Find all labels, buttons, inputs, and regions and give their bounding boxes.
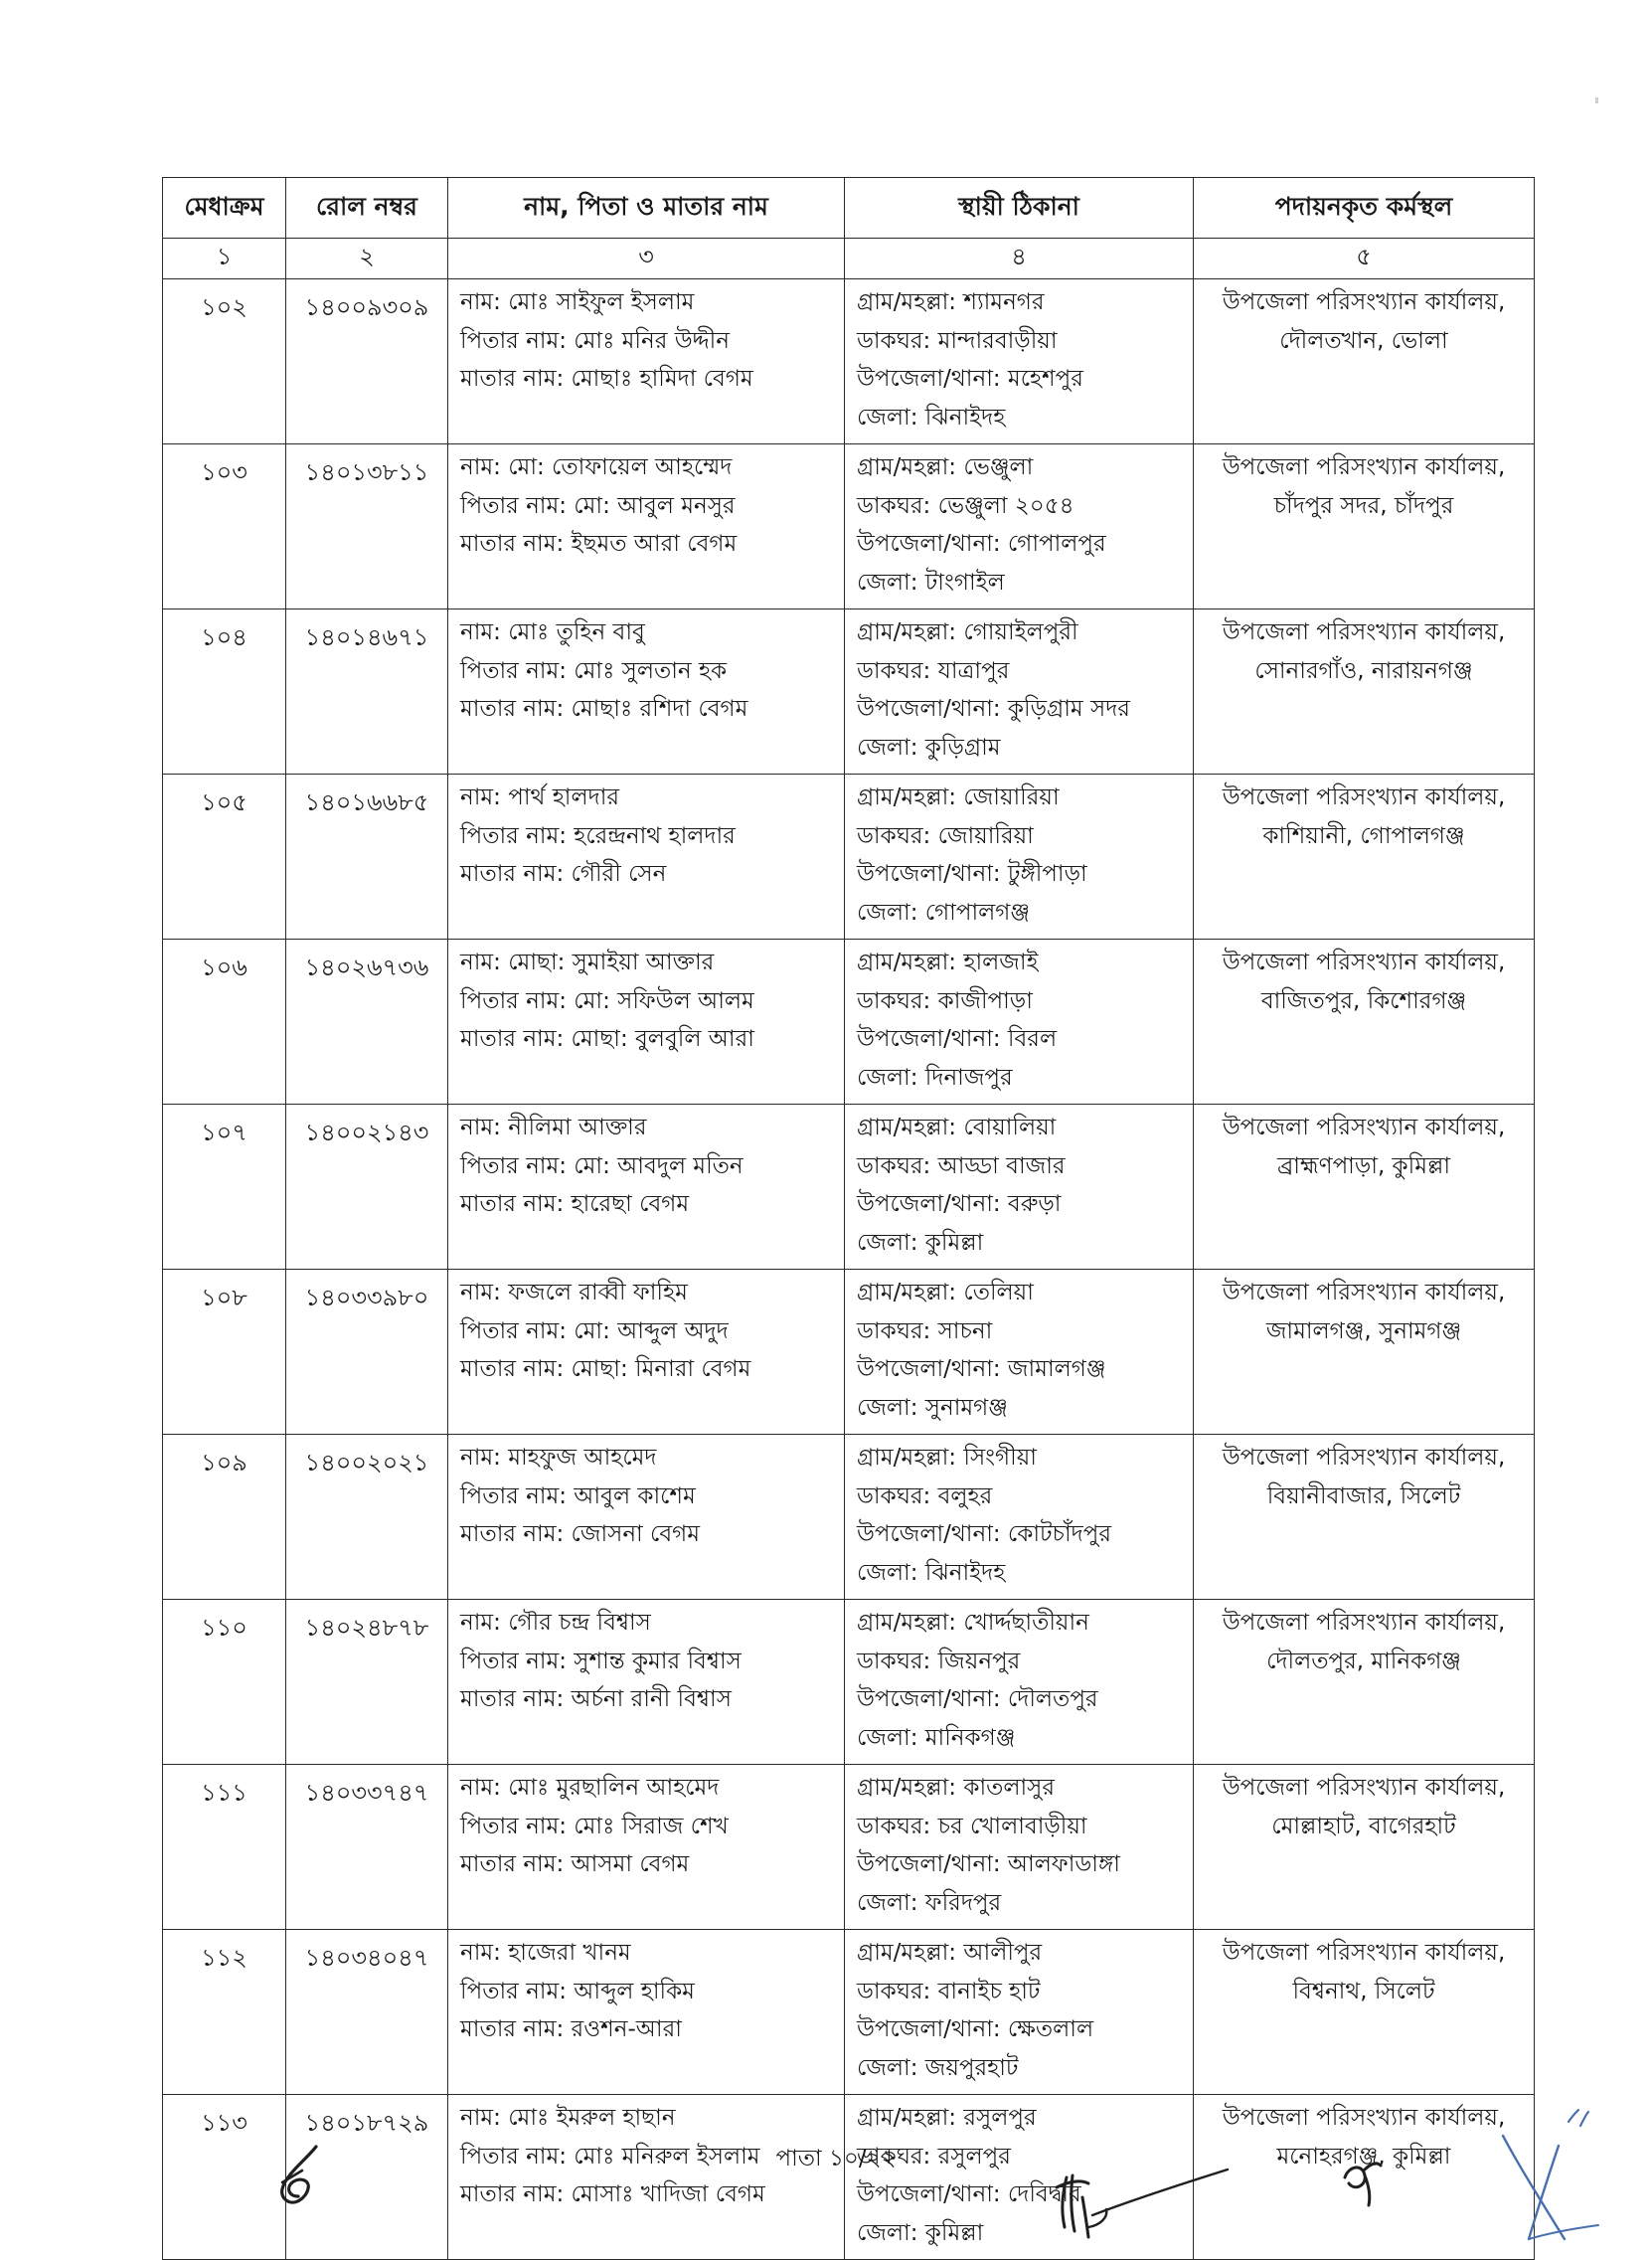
address-district: জেলা: ফরিদপুর — [857, 1889, 1002, 1916]
candidate-name: নাম: গৌর চন্দ্র বিশ্বাস — [460, 1610, 651, 1636]
signature-right-icon — [1489, 2106, 1610, 2246]
address-upazila: উপজেলা/থানা: বরুড়া — [857, 1191, 1062, 1217]
address-village: গ্রাম/মহল্লা: ভেঞ্জুলা — [857, 454, 1034, 480]
cell-roll-number: ১৪০০৯৩০৯ — [286, 279, 448, 444]
cell-address — [845, 1600, 1194, 1765]
column-number: ১ — [163, 239, 286, 279]
candidate-name: নাম: মোঃ মুরছালিন আহমেদ — [460, 1775, 720, 1801]
cell-serial: ১১৩ — [163, 2095, 286, 2260]
address-post-office: ডাকঘর: জোয়ারিয়া — [857, 822, 1034, 849]
cell-names — [448, 775, 845, 940]
address-village: গ্রাম/মহল্লা: সিংগীয়া — [857, 1445, 1037, 1471]
cell-roll-number: ১৪০০২০২১ — [286, 1435, 448, 1600]
posting-location: মোল্লাহাট, বাগেরহাট — [1271, 1813, 1456, 1839]
table-row — [163, 775, 1535, 940]
posting-office: উপজেলা পরিসংখ্যান কার্যালয়, — [1222, 1610, 1506, 1636]
address-upazila: উপজেলা/থানা: ক্ষেতলাল — [857, 2016, 1094, 2042]
mother-name: মাতার নাম: আসমা বেগম — [460, 1851, 690, 1877]
table-row — [163, 1270, 1535, 1435]
mother-name: মাতার নাম: অর্চনা রানী বিশ্বাস — [460, 1686, 732, 1712]
cell-address — [845, 1930, 1194, 2095]
cell-posting — [1194, 1600, 1535, 1765]
table-row — [163, 1600, 1535, 1765]
posting-office: উপজেলা পরিসংখ্যান কার্যালয়, — [1222, 784, 1506, 810]
cell-address — [845, 609, 1194, 775]
posting-location: বিয়ানীবাজার, সিলেট — [1266, 1482, 1461, 1509]
signature-initials-icon — [1337, 2156, 1387, 2207]
header-posting: পদায়নকৃত কর্মস্থল — [1194, 178, 1535, 239]
father-name: পিতার নাম: মো: সফিউল আলম — [460, 987, 754, 1014]
posting-office: উপজেলা পরিসংখ্যান কার্যালয়, — [1222, 619, 1506, 645]
table-header-row — [163, 178, 1535, 239]
address-post-office: ডাকঘর: আড্ডা বাজার — [857, 1152, 1066, 1179]
posting-location: জামালগঞ্জ, সুনামগঞ্জ — [1265, 1317, 1462, 1344]
address-village: গ্রাম/মহল্লা: গোয়াইলপুরী — [857, 619, 1078, 645]
table-row — [163, 1435, 1535, 1600]
cell-names — [448, 279, 845, 444]
candidate-name: নাম: মোঃ ইমরুল হাছান — [460, 2105, 676, 2131]
address-post-office: ডাকঘর: মান্দারবাড়ীয়া — [857, 327, 1058, 354]
posting-office: উপজেলা পরিসংখ্যান কার্যালয়, — [1222, 2105, 1506, 2131]
cell-posting — [1194, 1105, 1535, 1270]
cell-names — [448, 609, 845, 775]
address-village: গ্রাম/মহল্লা: রসুলপুর — [857, 2105, 1037, 2131]
cell-roll-number: ১৪০২৪৮৭৮ — [286, 1600, 448, 1765]
father-name: পিতার নাম: মো: আবদুল মতিন — [460, 1152, 743, 1179]
cell-names — [448, 444, 845, 609]
cell-posting — [1194, 775, 1535, 940]
cell-names — [448, 1435, 845, 1600]
posting-location: মনোহরগঞ্জ, কুমিল্লা — [1276, 2143, 1451, 2170]
father-name: পিতার নাম: আবুল কাশেম — [460, 1482, 696, 1509]
father-name: পিতার নাম: হরেন্দ্রনাথ হালদার — [460, 822, 736, 849]
mother-name: মাতার নাম: হারেছা বেগম — [460, 1191, 690, 1217]
posting-office: উপজেলা পরিসংখ্যান কার্যালয়, — [1222, 289, 1506, 315]
address-post-office: ডাকঘর: যাত্রাপুর — [857, 657, 1010, 684]
cell-roll-number: ১৪০২৬৭৩৬ — [286, 940, 448, 1105]
header-name: নাম, পিতা ও মাতার নাম — [448, 178, 845, 239]
address-village: গ্রাম/মহল্লা: তেলিয়া — [857, 1280, 1034, 1305]
address-post-office: ডাকঘর: কাজীপাড়া — [857, 987, 1033, 1014]
posting-location: দৌলতখান, ভোলা — [1279, 327, 1448, 354]
address-district: জেলা: কুমিল্লা — [857, 2219, 984, 2246]
address-district: জেলা: গোপালগঞ্জ — [857, 899, 1030, 926]
cell-address — [845, 1765, 1194, 1930]
address-upazila: উপজেলা/থানা: জামালগঞ্জ — [857, 1356, 1106, 1382]
cell-serial: ১০৭ — [163, 1105, 286, 1270]
cell-address — [845, 940, 1194, 1105]
cell-roll-number: ১৪০৩৪০৪৭ — [286, 1930, 448, 2095]
posting-location: সোনারগাঁও, নারায়নগঞ্জ — [1254, 657, 1473, 684]
address-upazila: উপজেলা/থানা: গোপালপুর — [857, 531, 1106, 557]
address-village: গ্রাম/মহল্লা: শ্যামনগর — [857, 289, 1045, 315]
column-number: ৫ — [1194, 239, 1535, 279]
candidate-name: নাম: ফজলে রাব্বী ফাহিম — [460, 1280, 688, 1305]
cell-posting — [1194, 279, 1535, 444]
cell-roll-number: ১৪০১৪৬৭১ — [286, 609, 448, 775]
address-upazila: উপজেলা/থানা: দেবিদ্বার — [857, 2181, 1081, 2207]
cell-roll-number: ১৪০১৮৭২৯ — [286, 2095, 448, 2260]
header-serial: মেধাক্রম — [163, 178, 286, 239]
cell-serial: ১০৬ — [163, 940, 286, 1105]
scan-speck — [1595, 97, 1598, 103]
cell-posting — [1194, 1270, 1535, 1435]
address-district: জেলা: ঝিনাইদহ — [857, 404, 1006, 431]
mother-name: মাতার নাম: মোছা: মিনারা বেগম — [460, 1356, 751, 1382]
cell-names — [448, 1600, 845, 1765]
mother-name: মাতার নাম: মোছা: বুলবুলি আরা — [460, 1026, 754, 1052]
candidate-name: নাম: মাহফুজ আহমেদ — [460, 1445, 657, 1471]
father-name: পিতার নাম: আব্দুল হাকিম — [460, 1978, 695, 2004]
posting-office: উপজেলা পরিসংখ্যান কার্যালয়, — [1222, 1775, 1506, 1801]
cell-posting — [1194, 609, 1535, 775]
cell-serial: ১০৪ — [163, 609, 286, 775]
cell-address — [845, 1435, 1194, 1600]
mother-name: মাতার নাম: মোছাঃ হামিদা বেগম — [460, 366, 753, 392]
father-name: পিতার নাম: মোঃ সিরাজ শেখ — [460, 1813, 729, 1839]
candidate-name: নাম: মোঃ সাইফুল ইসলাম — [460, 289, 695, 315]
merit-list-table — [162, 177, 1535, 2260]
candidate-name: নাম: মোছা: সুমাইয়া আক্তার — [460, 950, 715, 975]
father-name: পিতার নাম: মোঃ মনির উদ্দীন — [460, 327, 730, 354]
cell-serial: ১০৮ — [163, 1270, 286, 1435]
posting-location: বাজিতপুর, কিশোরগঞ্জ — [1260, 987, 1467, 1014]
cell-address — [845, 775, 1194, 940]
address-upazila: উপজেলা/থানা: আলফাডাঙ্গা — [857, 1851, 1120, 1877]
table-row — [163, 279, 1535, 444]
address-post-office: ডাকঘর: সাচনা — [857, 1317, 993, 1344]
table-row — [163, 444, 1535, 609]
cell-names — [448, 1105, 845, 1270]
candidate-name: নাম: পার্থ হালদার — [460, 784, 620, 810]
address-upazila: উপজেলা/থানা: টুঙ্গীপাড়া — [857, 861, 1087, 887]
mother-name: মাতার নাম: ইছমত আরা বেগম — [460, 531, 738, 557]
signature-left-icon — [268, 2143, 338, 2214]
table-row — [163, 609, 1535, 775]
header-address: স্থায়ী ঠিকানা — [845, 178, 1194, 239]
address-post-office: ডাকঘর: ভেঞ্জুলা ২০৫৪ — [857, 492, 1074, 519]
cell-names — [448, 1930, 845, 2095]
cell-address — [845, 279, 1194, 444]
cell-posting — [1194, 940, 1535, 1105]
address-village: গ্রাম/মহল্লা: বোয়ালিয়া — [857, 1115, 1057, 1140]
address-district: জেলা: টাংগাইল — [857, 569, 1005, 596]
address-district: জেলা: কুড়িগ্রাম — [857, 734, 1001, 761]
father-name: পিতার নাম: মোঃ মনিরুল ইসলাম — [460, 2143, 760, 2170]
cell-names — [448, 1765, 845, 1930]
cell-serial: ১০২ — [163, 279, 286, 444]
address-upazila: উপজেলা/থানা: কোটচাঁদপুর — [857, 1521, 1111, 1547]
signature-center-icon — [1049, 2148, 1238, 2246]
candidate-name: নাম: হাজেরা খানম — [460, 1940, 631, 1966]
address-post-office: ডাকঘর: বলুহর — [857, 1482, 993, 1509]
cell-roll-number: ১৪০৩৩৭৪৭ — [286, 1765, 448, 1930]
address-village: গ্রাম/মহল্লা: জোয়ারিয়া — [857, 784, 1060, 810]
table-row — [163, 1930, 1535, 2095]
cell-posting — [1194, 1435, 1535, 1600]
cell-serial: ১০৫ — [163, 775, 286, 940]
posting-office: উপজেলা পরিসংখ্যান কার্যালয়, — [1222, 1115, 1506, 1140]
father-name: পিতার নাম: মো: আবুল মনসুর — [460, 492, 736, 519]
posting-location: কাশিয়ানী, গোপালগঞ্জ — [1262, 822, 1465, 849]
cell-serial: ১১১ — [163, 1765, 286, 1930]
column-number: ৩ — [448, 239, 845, 279]
candidate-name: নাম: নীলিমা আক্তার — [460, 1115, 647, 1140]
cell-names — [448, 1270, 845, 1435]
address-village: গ্রাম/মহল্লা: কাতলাসুর — [857, 1775, 1056, 1801]
column-number: ২ — [286, 239, 448, 279]
mother-name: মাতার নাম: জোসনা বেগম — [460, 1521, 701, 1547]
address-village: গ্রাম/মহল্লা: খোর্দ্দছাতীয়ান — [857, 1610, 1089, 1636]
table-row — [163, 940, 1535, 1105]
posting-office: উপজেলা পরিসংখ্যান কার্যালয়, — [1222, 454, 1506, 480]
cell-address — [845, 444, 1194, 609]
header-roll: রোল নম্বর — [286, 178, 448, 239]
father-name: পিতার নাম: মো: আব্দুল অদুদ — [460, 1317, 729, 1344]
cell-address — [845, 1105, 1194, 1270]
cell-serial: ১১০ — [163, 1600, 286, 1765]
address-village: গ্রাম/মহল্লা: হালজাই — [857, 950, 1039, 975]
mother-name: মাতার নাম: মোছাঃ রশিদা বেগম — [460, 696, 748, 722]
address-post-office: ডাকঘর: রসুলপুর — [857, 2143, 1011, 2170]
table-row — [163, 1765, 1535, 1930]
address-post-office: ডাকঘর: জিয়নপুর — [857, 1648, 1021, 1674]
cell-serial: ১১২ — [163, 1930, 286, 2095]
posting-location: দৌলতপুর, মানিকগঞ্জ — [1266, 1648, 1461, 1674]
cell-address — [845, 1270, 1194, 1435]
mother-name: মাতার নাম: মোসাঃ খাদিজা বেগম — [460, 2181, 765, 2207]
address-district: জেলা: কুমিল্লা — [857, 1229, 984, 1256]
cell-roll-number: ১৪০১৬৬৮৫ — [286, 775, 448, 940]
candidate-name: নাম: মোঃ তুহিন বাবু — [460, 619, 645, 645]
cell-roll-number: ১৪০৩৩৯৮০ — [286, 1270, 448, 1435]
father-name: পিতার নাম: মোঃ সুলতান হক — [460, 657, 728, 684]
address-upazila: উপজেলা/থানা: বিরল — [857, 1026, 1058, 1052]
cell-roll-number: ১৪০০২১৪৩ — [286, 1105, 448, 1270]
posting-office: উপজেলা পরিসংখ্যান কার্যালয়, — [1222, 1445, 1506, 1471]
address-district: জেলা: ঝিনাইদহ — [857, 1559, 1006, 1586]
address-district: জেলা: দিনাজপুর — [857, 1064, 1013, 1091]
posting-office: উপজেলা পরিসংখ্যান কার্যালয়, — [1222, 1940, 1506, 1966]
cell-serial: ১০৯ — [163, 1435, 286, 1600]
posting-office: উপজেলা পরিসংখ্যান কার্যালয়, — [1222, 1280, 1506, 1305]
father-name: পিতার নাম: সুশান্ত কুমার বিশ্বাস — [460, 1648, 742, 1674]
address-upazila: উপজেলা/থানা: মহেশপুর — [857, 366, 1083, 392]
posting-office: উপজেলা পরিসংখ্যান কার্যালয়, — [1222, 950, 1506, 975]
address-upazila: উপজেলা/থানা: কুড়িগ্রাম সদর — [857, 696, 1130, 722]
table-body — [163, 279, 1535, 2260]
address-upazila: উপজেলা/থানা: দৌলতপুর — [857, 1686, 1098, 1712]
cell-roll-number: ১৪০১৩৮১১ — [286, 444, 448, 609]
cell-serial: ১০৩ — [163, 444, 286, 609]
cell-posting — [1194, 1930, 1535, 2095]
candidate-name: নাম: মো: তোফায়েল আহম্মেদ — [460, 454, 733, 480]
mother-name: মাতার নাম: গৌরী সেন — [460, 861, 667, 887]
cell-names — [448, 940, 845, 1105]
address-post-office: ডাকঘর: চর খোলাবাড়ীয়া — [857, 1813, 1087, 1839]
posting-location: চাঁদপুর সদর, চাঁদপুর — [1273, 492, 1454, 519]
column-number: ৪ — [845, 239, 1194, 279]
cell-posting — [1194, 1765, 1535, 1930]
column-number-row — [163, 239, 1535, 279]
address-district: জেলা: জয়পুরহাট — [857, 2054, 1019, 2081]
address-district: জেলা: মানিকগঞ্জ — [857, 1724, 1016, 1751]
address-district: জেলা: সুনামগঞ্জ — [857, 1394, 1008, 1421]
posting-location: ব্রাহ্মণপাড়া, কুমিল্লা — [1276, 1152, 1451, 1179]
mother-name: মাতার নাম: রওশন-আরা — [460, 2016, 682, 2042]
page-number: পাতা ১০/২২ — [775, 2146, 897, 2172]
posting-location: বিশ্বনাথ, সিলেট — [1292, 1978, 1435, 2004]
cell-posting — [1194, 444, 1535, 609]
table-row — [163, 1105, 1535, 1270]
address-post-office: ডাকঘর: বানাইচ হাট — [857, 1978, 1041, 2004]
address-village: গ্রাম/মহল্লা: আলীপুর — [857, 1940, 1043, 1966]
